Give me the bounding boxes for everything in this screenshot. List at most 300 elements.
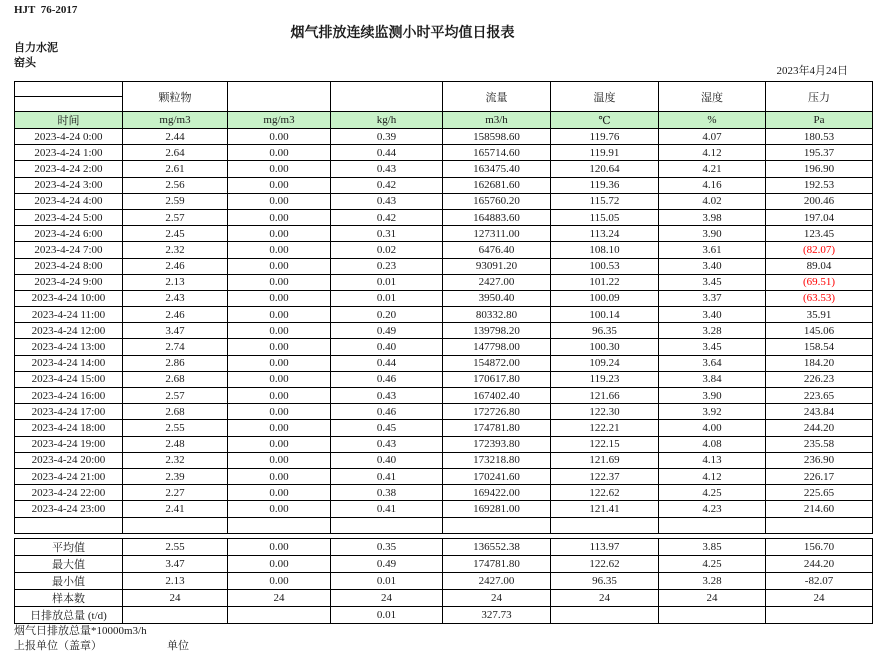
table-cell: 0.43 [331, 436, 443, 452]
table-cell: 0.00 [228, 452, 331, 468]
table-cell: 2.56 [123, 177, 228, 193]
unit-mg-m3-b: mg/m3 [228, 112, 331, 129]
table-cell: 244.20 [766, 556, 873, 573]
table-cell: 3.28 [659, 573, 766, 590]
table-cell: 2.74 [123, 339, 228, 355]
table-cell: 170617.80 [443, 371, 551, 387]
table-cell: 113.24 [551, 226, 659, 242]
unit-percent: % [659, 112, 766, 129]
table-cell: 2.48 [123, 436, 228, 452]
table-cell: 139798.20 [443, 323, 551, 339]
header-blank-cell-bottom [15, 97, 123, 112]
table-cell: 0.00 [228, 539, 331, 556]
table-cell: 172726.80 [443, 404, 551, 420]
table-cell: 184.20 [766, 355, 873, 371]
table-cell: 3.92 [659, 404, 766, 420]
table-cell [228, 517, 331, 533]
table-cell: 0.01 [331, 290, 443, 306]
table-cell: 2.27 [123, 485, 228, 501]
table-cell: 3.84 [659, 371, 766, 387]
table-cell: 35.91 [766, 307, 873, 323]
group-header-row [15, 82, 873, 97]
table-cell: 173218.80 [443, 452, 551, 468]
table-cell: 80332.80 [443, 307, 551, 323]
table-cell: 24 [551, 590, 659, 607]
table-cell: 2.68 [123, 404, 228, 420]
table-cell: 4.07 [659, 129, 766, 145]
table-cell: 0.43 [331, 161, 443, 177]
table-cell: 6476.40 [443, 242, 551, 258]
table-cell: 0.00 [228, 323, 331, 339]
header-flow: 流量 [443, 82, 551, 112]
table-cell: 0.00 [228, 355, 331, 371]
table-cell: 24 [228, 590, 331, 607]
table-cell: 100.53 [551, 258, 659, 274]
table-cell: 2023-4-24 4:00 [15, 193, 123, 209]
table-cell: 167402.40 [443, 388, 551, 404]
table-row [15, 258, 873, 274]
table-row [15, 420, 873, 436]
table-cell: 0.00 [228, 556, 331, 573]
table-cell: 4.23 [659, 501, 766, 517]
table-row [15, 517, 873, 533]
table-cell: 0.49 [331, 323, 443, 339]
table-cell: 2.46 [123, 258, 228, 274]
table-cell: 136552.38 [443, 539, 551, 556]
table-cell: 3.98 [659, 209, 766, 225]
unit-m3-h: m3/h [443, 112, 551, 129]
table-cell: 2.61 [123, 161, 228, 177]
table-cell: 165714.60 [443, 145, 551, 161]
table-cell: 2023-4-24 5:00 [15, 209, 123, 225]
hourly-data-table [14, 81, 873, 534]
table-cell: 170241.60 [443, 468, 551, 484]
table-cell: 2.57 [123, 209, 228, 225]
table-cell: 2.44 [123, 129, 228, 145]
table-cell: 样本数 [15, 590, 123, 607]
table-cell: 0.00 [228, 274, 331, 290]
table-cell: 0.01 [331, 573, 443, 590]
table-cell: 4.16 [659, 177, 766, 193]
table-cell: 115.05 [551, 209, 659, 225]
table-cell: 226.23 [766, 371, 873, 387]
table-cell: 0.35 [331, 539, 443, 556]
table-cell: 2.41 [123, 501, 228, 517]
table-cell: 119.91 [551, 145, 659, 161]
table-cell: 0.00 [228, 290, 331, 306]
table-cell: 96.35 [551, 323, 659, 339]
table-cell: 2023-4-24 3:00 [15, 177, 123, 193]
table-cell: 3950.40 [443, 290, 551, 306]
table-cell: 154872.00 [443, 355, 551, 371]
table-cell: 0.20 [331, 307, 443, 323]
table-cell: 2023-4-24 1:00 [15, 145, 123, 161]
table-cell: 2023-4-24 6:00 [15, 226, 123, 242]
table-cell: 24 [443, 590, 551, 607]
table-cell: 平均值 [15, 539, 123, 556]
table-row [15, 501, 873, 517]
table-cell: 2.57 [123, 388, 228, 404]
table-cell [766, 607, 873, 624]
table-cell: 0.00 [228, 242, 331, 258]
table-cell: 180.53 [766, 129, 873, 145]
unit-pa: Pa [766, 112, 873, 129]
table-cell: 24 [659, 590, 766, 607]
table-cell: 2023-4-24 14:00 [15, 355, 123, 371]
table-cell: 4.12 [659, 468, 766, 484]
table-cell: 100.14 [551, 307, 659, 323]
table-cell: 119.23 [551, 371, 659, 387]
table-cell: 109.24 [551, 355, 659, 371]
table-cell: 0.46 [331, 404, 443, 420]
table-cell: 最小值 [15, 573, 123, 590]
table-cell: 2.64 [123, 145, 228, 161]
table-cell: 0.44 [331, 145, 443, 161]
table-cell: 24 [766, 590, 873, 607]
table-cell: 2023-4-24 11:00 [15, 307, 123, 323]
table-cell: 0.00 [228, 145, 331, 161]
table-cell: 122.62 [551, 485, 659, 501]
table-cell: 2.55 [123, 420, 228, 436]
table-cell: 115.72 [551, 193, 659, 209]
table-cell: 165760.20 [443, 193, 551, 209]
table-cell: 101.22 [551, 274, 659, 290]
table-cell: 169422.00 [443, 485, 551, 501]
table-cell: 0.41 [331, 468, 443, 484]
table-cell: 2023-4-24 22:00 [15, 485, 123, 501]
table-cell: 0.00 [228, 573, 331, 590]
table-cell: 162681.60 [443, 177, 551, 193]
table-cell [551, 607, 659, 624]
table-cell: 0.00 [228, 468, 331, 484]
table-cell: 172393.80 [443, 436, 551, 452]
table-cell: 2.13 [123, 274, 228, 290]
table-cell: 3.90 [659, 388, 766, 404]
company-name: 自力水泥 [14, 42, 58, 54]
table-cell: 121.69 [551, 452, 659, 468]
table-row [15, 290, 873, 306]
table-cell [123, 607, 228, 624]
table-cell: 2427.00 [443, 573, 551, 590]
table-cell: 2.39 [123, 468, 228, 484]
table-cell: 2023-4-24 16:00 [15, 388, 123, 404]
table-cell: 2.45 [123, 226, 228, 242]
table-cell [659, 517, 766, 533]
table-cell: 0.41 [331, 501, 443, 517]
table-cell: 0.39 [331, 129, 443, 145]
unit-time: 时间 [15, 112, 123, 129]
footer-report-unit-label: 上报单位（盖章） [14, 640, 102, 652]
table-cell: 2023-4-24 12:00 [15, 323, 123, 339]
table-cell: (82.07) [766, 242, 873, 258]
table-cell: 96.35 [551, 573, 659, 590]
table-cell: 3.45 [659, 339, 766, 355]
table-cell: 235.58 [766, 436, 873, 452]
table-cell: 3.90 [659, 226, 766, 242]
table-row [15, 226, 873, 242]
table-row [15, 590, 873, 607]
hourly-data-body [15, 129, 873, 534]
table-cell: 169281.00 [443, 501, 551, 517]
table-cell: 3.47 [123, 323, 228, 339]
table-cell: 121.66 [551, 388, 659, 404]
table-row [15, 468, 873, 484]
table-cell: 2023-4-24 21:00 [15, 468, 123, 484]
table-cell: 2023-4-24 17:00 [15, 404, 123, 420]
doc-standard-code: HJT 76-2017 [14, 4, 78, 16]
table-cell: 0.38 [331, 485, 443, 501]
table-row [15, 607, 873, 624]
table-cell: 0.00 [228, 420, 331, 436]
table-cell: 100.09 [551, 290, 659, 306]
table-cell: 2023-4-24 15:00 [15, 371, 123, 387]
table-cell: 100.30 [551, 339, 659, 355]
table-cell: 223.65 [766, 388, 873, 404]
table-cell: 4.25 [659, 556, 766, 573]
table-cell: 2427.00 [443, 274, 551, 290]
table-cell: 93091.20 [443, 258, 551, 274]
header-blank-cell-top [15, 82, 123, 97]
table-cell: 0.43 [331, 388, 443, 404]
table-row [15, 339, 873, 355]
table-cell: 4.25 [659, 485, 766, 501]
table-cell: 122.15 [551, 436, 659, 452]
table-cell: 121.41 [551, 501, 659, 517]
table-cell: 3.61 [659, 242, 766, 258]
table-cell: 0.00 [228, 307, 331, 323]
table-cell: 3.37 [659, 290, 766, 306]
table-cell [123, 517, 228, 533]
table-cell: 24 [123, 590, 228, 607]
table-cell: 2.68 [123, 371, 228, 387]
table-cell: 236.90 [766, 452, 873, 468]
table-cell: 0.00 [228, 485, 331, 501]
table-cell: 200.46 [766, 193, 873, 209]
table-cell: 日排放总量 (t/d) [15, 607, 123, 624]
unit-header-row [15, 112, 873, 129]
table-row [15, 371, 873, 387]
table-cell: 2023-4-24 10:00 [15, 290, 123, 306]
table-cell: 3.64 [659, 355, 766, 371]
table-cell: 2.13 [123, 573, 228, 590]
table-cell: 2.32 [123, 242, 228, 258]
table-cell [659, 607, 766, 624]
table-cell: 0.00 [228, 226, 331, 242]
table-cell: 243.84 [766, 404, 873, 420]
header-blank-col4 [331, 82, 443, 112]
table-cell: 192.53 [766, 177, 873, 193]
table-cell: 147798.00 [443, 339, 551, 355]
unit-kg-h: kg/h [331, 112, 443, 129]
table-cell: 2.46 [123, 307, 228, 323]
table-row [15, 307, 873, 323]
table-cell: 163475.40 [443, 161, 551, 177]
table-cell: 0.00 [228, 388, 331, 404]
table-cell [228, 607, 331, 624]
table-cell: 244.20 [766, 420, 873, 436]
table-cell: 4.08 [659, 436, 766, 452]
table-cell: 195.37 [766, 145, 873, 161]
table-cell: 0.43 [331, 193, 443, 209]
table-cell: 174781.80 [443, 556, 551, 573]
table-row [15, 355, 873, 371]
table-cell: 0.00 [228, 371, 331, 387]
table-cell [766, 517, 873, 533]
table-cell: 4.02 [659, 193, 766, 209]
table-cell: 3.40 [659, 307, 766, 323]
table-cell: 0.01 [331, 607, 443, 624]
table-cell [15, 517, 123, 533]
report-date: 2023年4月24日 [776, 65, 848, 77]
table-row [15, 573, 873, 590]
table-cell: 2023-4-24 18:00 [15, 420, 123, 436]
table-cell: 2023-4-24 8:00 [15, 258, 123, 274]
table-cell: 0.01 [331, 274, 443, 290]
table-cell: 214.60 [766, 501, 873, 517]
table-cell: 127311.00 [443, 226, 551, 242]
table-cell: 164883.60 [443, 209, 551, 225]
table-cell: 156.70 [766, 539, 873, 556]
table-cell: 113.97 [551, 539, 659, 556]
table-cell: 2.43 [123, 290, 228, 306]
table-cell: 0.00 [228, 501, 331, 517]
table-cell: 122.37 [551, 468, 659, 484]
table-cell: 120.64 [551, 161, 659, 177]
table-cell: 2023-4-24 23:00 [15, 501, 123, 517]
table-cell: 2.86 [123, 355, 228, 371]
table-cell: 2023-4-24 20:00 [15, 452, 123, 468]
table-cell: 196.90 [766, 161, 873, 177]
table-cell: 0.45 [331, 420, 443, 436]
table-row [15, 539, 873, 556]
table-cell: 0.00 [228, 339, 331, 355]
table-cell: 2023-4-24 0:00 [15, 129, 123, 145]
unit-celsius: ℃ [551, 112, 659, 129]
table-cell [443, 517, 551, 533]
table-row [15, 388, 873, 404]
table-cell: 0.00 [228, 258, 331, 274]
table-cell: 0.40 [331, 339, 443, 355]
table-cell: 2023-4-24 9:00 [15, 274, 123, 290]
table-cell: 119.76 [551, 129, 659, 145]
table-cell: -82.07 [766, 573, 873, 590]
footer-unit-label: 单位 [167, 640, 189, 652]
page-title: 烟气排放连续监测小时平均值日报表 [290, 26, 515, 41]
table-cell: 0.00 [228, 129, 331, 145]
table-cell: 0.31 [331, 226, 443, 242]
table-cell: 3.45 [659, 274, 766, 290]
table-cell: 4.12 [659, 145, 766, 161]
footer-note: 烟气日排放总量*10000m3/h [14, 625, 147, 637]
table-row [15, 177, 873, 193]
table-cell: 122.21 [551, 420, 659, 436]
table-cell: 0.00 [228, 436, 331, 452]
table-row [15, 242, 873, 258]
table-cell: 0.00 [228, 209, 331, 225]
table-cell: 2023-4-24 19:00 [15, 436, 123, 452]
table-cell: 4.00 [659, 420, 766, 436]
table-cell [551, 517, 659, 533]
table-cell: 2023-4-24 7:00 [15, 242, 123, 258]
table-cell: 0.40 [331, 452, 443, 468]
table-row [15, 161, 873, 177]
table-cell: 0.42 [331, 177, 443, 193]
table-cell: 145.06 [766, 323, 873, 339]
table-cell: 0.00 [228, 404, 331, 420]
table-cell: 0.02 [331, 242, 443, 258]
table-row [15, 193, 873, 209]
table-row [15, 404, 873, 420]
table-cell: 2023-4-24 13:00 [15, 339, 123, 355]
summary-body [15, 539, 873, 624]
table-row [15, 145, 873, 161]
header-temperature: 温度 [551, 82, 659, 112]
table-cell: 3.40 [659, 258, 766, 274]
table-cell: 最大值 [15, 556, 123, 573]
monitoring-point-name: 窑头 [14, 57, 36, 69]
table-cell: 123.45 [766, 226, 873, 242]
table-cell: 0.44 [331, 355, 443, 371]
table-row [15, 274, 873, 290]
table-cell: 3.85 [659, 539, 766, 556]
table-cell: 158.54 [766, 339, 873, 355]
table-cell: (63.53) [766, 290, 873, 306]
table-cell: 24 [331, 590, 443, 607]
table-cell: 174781.80 [443, 420, 551, 436]
table-cell: 2.32 [123, 452, 228, 468]
table-row [15, 556, 873, 573]
header-particulate: 颗粒物 [123, 82, 228, 112]
header-blank-col3 [228, 82, 331, 112]
table-cell: 0.00 [228, 193, 331, 209]
table-cell: 4.13 [659, 452, 766, 468]
table-row [15, 129, 873, 145]
table-cell: 2.59 [123, 193, 228, 209]
table-cell: 119.36 [551, 177, 659, 193]
table-cell: 0.46 [331, 371, 443, 387]
table-cell: 122.30 [551, 404, 659, 420]
header-humidity: 湿度 [659, 82, 766, 112]
table-cell [331, 517, 443, 533]
table-cell: 226.17 [766, 468, 873, 484]
table-cell: 0.00 [228, 161, 331, 177]
table-cell: 2023-4-24 2:00 [15, 161, 123, 177]
table-cell: 3.28 [659, 323, 766, 339]
table-row [15, 436, 873, 452]
table-cell: 327.73 [443, 607, 551, 624]
table-row [15, 209, 873, 225]
table-cell: (69.51) [766, 274, 873, 290]
table-cell: 158598.60 [443, 129, 551, 145]
table-row [15, 485, 873, 501]
table-cell: 225.65 [766, 485, 873, 501]
header-pressure: 压力 [766, 82, 873, 112]
table-cell: 0.42 [331, 209, 443, 225]
table-row [15, 323, 873, 339]
table-cell: 108.10 [551, 242, 659, 258]
table-cell: 197.04 [766, 209, 873, 225]
table-cell: 2.55 [123, 539, 228, 556]
summary-table [14, 538, 873, 624]
table-cell: 122.62 [551, 556, 659, 573]
table-cell: 3.47 [123, 556, 228, 573]
table-cell: 89.04 [766, 258, 873, 274]
table-cell: 4.21 [659, 161, 766, 177]
unit-mg-m3-a: mg/m3 [123, 112, 228, 129]
table-cell: 0.00 [228, 177, 331, 193]
table-cell: 0.49 [331, 556, 443, 573]
table-cell: 0.23 [331, 258, 443, 274]
